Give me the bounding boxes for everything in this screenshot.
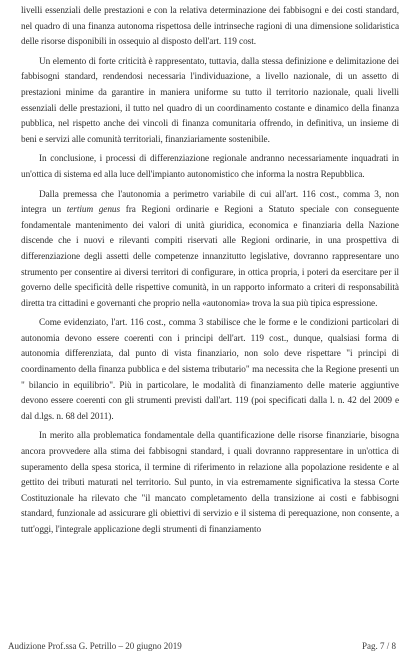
paragraph-1: livelli essenziali delle prestazioni e con la relativa determinazione dei fabbisogni e dei costi standard, nel quadro di una finanza autonoma rispettosa delle intrinseche ragioni di una dimensione solidaristica delle risorse disponibili in ossequio al disposto dell'art. 119 cost. [21,6,399,48]
document-page [21,4,399,634]
paragraph-5: Come evidenziato, l'art. 116 cost., comma 3 stabilisce che le forme e le condizioni particolari di autonomia devono essere coerenti con i principi dell'art. 119 cost., dunque, qualsiasi forma di autonomia differenziata, dal punto di vista finanziario, non solo deve rispettare "i principi di coordinamento della finanza pubblica e del sistema tributario" ma necessita che la Regione presenti un " bilancio in equilibrio". Più in particolare, le modalità di finanziamento delle materie aggiuntive devono essere coerenti con gli strumenti previsti dall'art. 119 (poi specificati dalla l. n. 42 del 2009 e dal d.lgs. n. 68 del 2011). [21,318,399,422]
paragraph-4-emphasis: tertium genus [66,205,121,216]
paragraph-4 [21,188,399,313]
paragraph-3: In conclusione, i processi di differenziazione regionale andranno necessariamente inquadrati in un'ottica di sistema ed alla luce dell'impianto autonomistico che informa la nostra Repubblica. [21,154,399,180]
paragraph-6: In merito alla problematica fondamentale della quantificazione delle risorse finanziarie, bisogna ancora provvedere alla stima dei fabbisogni standard, i quali dovranno rappresentare in un'ottica di superamento della spesa storica, il termine di riferimento in relazione alla popolazione residente e al gettito dei tributi maturati nel territorio. Sul punto, in via estremamente significativa la stessa Corte Costituzionale ha rilevato che "il mancato completamento della transizione ai costi e fabbisogni standard, funzionale ad assicurare gli obiettivi di servizio e il sistema di perequazione, non consente, a tutt'oggi, l'integrale applicazione degli strumenti di finanziamento [21,431,399,535]
page-number: Pag. 7 / 8 [361,641,396,651]
paragraph-2: Un elemento di forte criticità è rappresentato, tuttavia, dalla stessa definizione e delimitazione dei fabbisogni standard, rendendosi necessaria l'individuazione, a livello nazionale, di un assetto di prestazioni minime da garantire in maniera uniforme su tutto il territorio nazionale, quali livelli essenziali delle prestazioni, il tutto nel quadro di un coordinamento costante e dinamico della finanza pubblica, nel rispetto anche dei vincoli di finanza comunitaria offrendo, in definitiva, un insieme di beni e servizi alle comunità territoriali, finanziariamente sostenibile. [21,56,399,145]
page-footer [8,641,396,651]
paragraph-4-text-after: fra Regioni ordinarie e Regioni a Statuto speciale con conseguente fondamentale mantenimento dei valori di unità giuridica, economica e finanziaria della Nazione discende che i nuovi e rilevanti compiti riservati alle Regioni ordinarie, in una prospettiva di differenziazione degli assetti delle competenze innanzitutto legislative, dovranno rappresentare uno strumento per consentire ai diversi territori di configurare, in ottica propria, i poteri da esercitare per il governo delle specificità delle rispettive comunità, in un rapporto informato a criteri di responsabilità diretta tra cittadini e governanti che proprio nella «autonomia» trova la sua più tipica espressione. [21,205,399,309]
footer-author-date: Audizione Prof.ssa G. Petrillo – 20 giugno 2019 [8,641,182,651]
paragraph-4-text-before: Dalla premessa che l'autonomia a perimetro variabile di cui all'art. 116 cost., comma 3, non integra un [21,189,399,216]
